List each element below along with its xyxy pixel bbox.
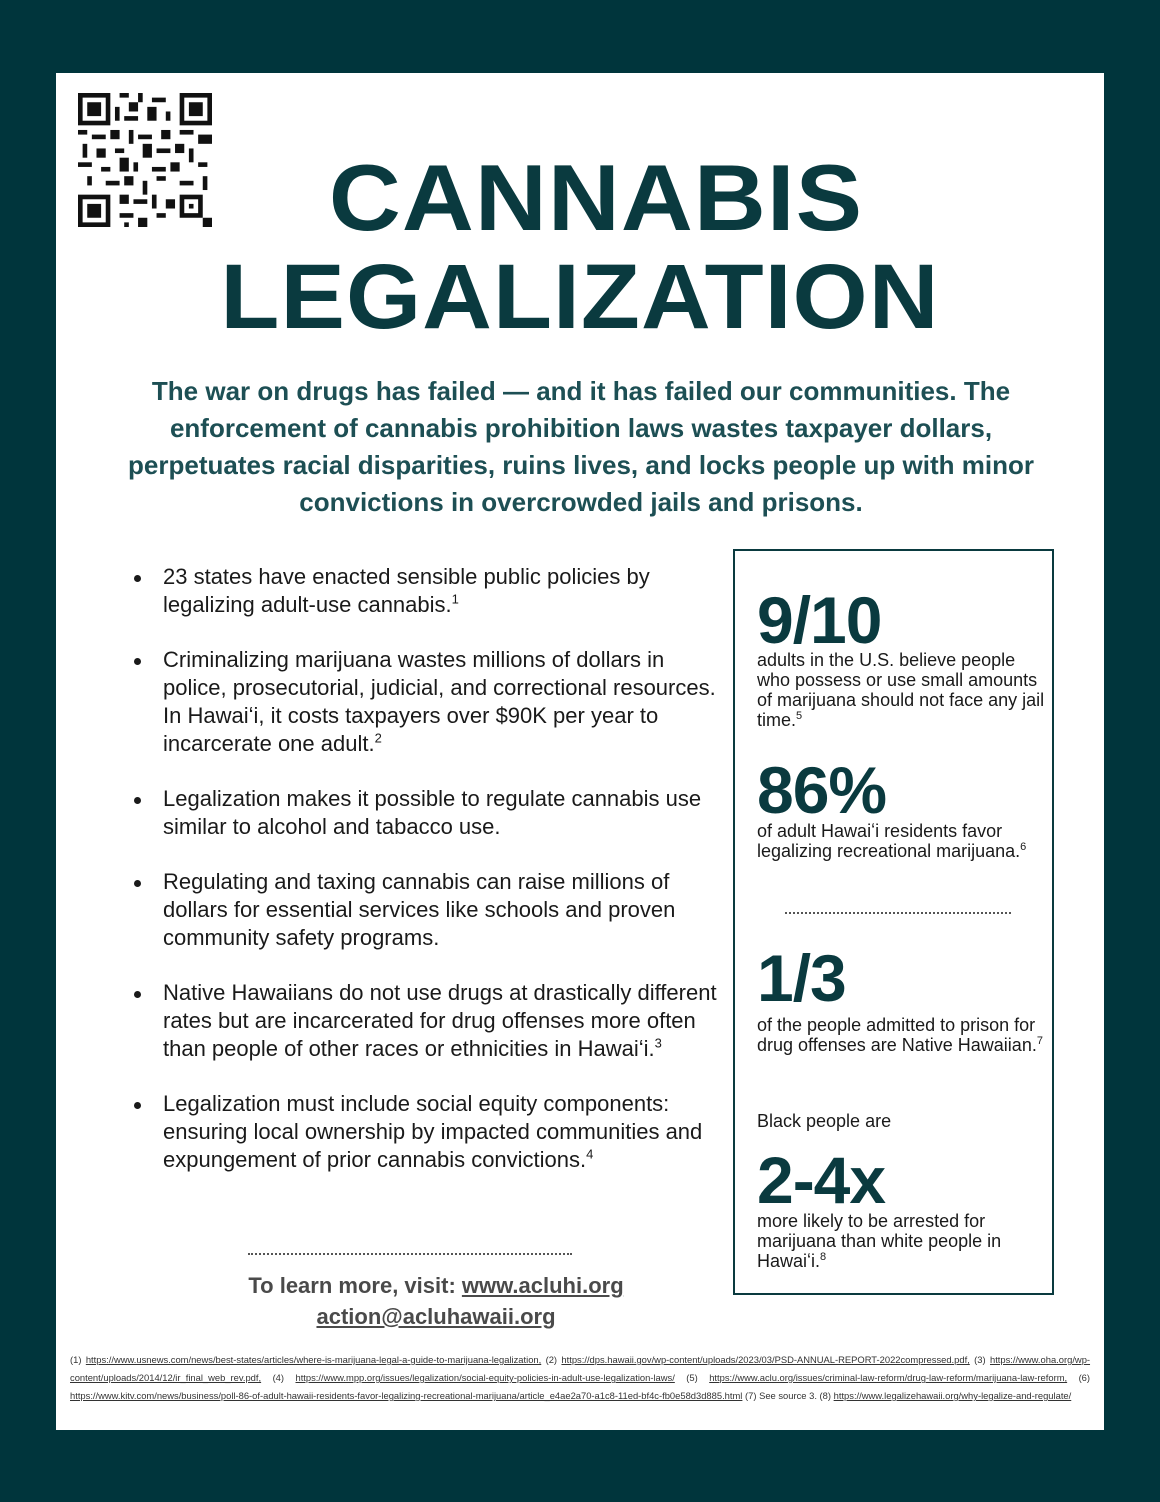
footnote-link[interactable]: https://www.legalizehawaii.org/why-legalize-and-regulate/ <box>833 1390 1072 1401</box>
stat-description: more likely to be arrested for marijuana than white people in Hawaiʻi.$^8$ <box>757 1211 1002 1271</box>
list-item: Legalization must include social equity components: ensuring local ownership by impacted communities and expungement of prior cannabis convictions.$^4$ <box>128 1090 728 1174</box>
divider <box>785 912 1011 914</box>
list-item: Native Hawaiians do not use drugs at drastically different rates but are incarcerated for drug offenses more often than people of other races or ethnicities in Hawaiʻi.$^3$ <box>128 979 728 1063</box>
intro-statement: The war on drugs has failed — and it has failed our communities. The enforcement of cannabis prohibition laws wastes taxpayer dollars, perpetuates racial disparities, ruins lives, and locks people up with minor convictions in overcrowded jails and prisons. <box>128 376 1034 517</box>
bullet-list <box>128 563 728 1201</box>
flyer-page <box>56 73 1104 1430</box>
stat-lead-in: Black people are <box>757 1111 892 1131</box>
footnote-link[interactable]: https://dps.hawaii.gov/wp-content/uploads/2023/03/PSD-ANNUAL-REPORT-2022compressed.pdf, <box>561 1354 970 1365</box>
stats-box <box>733 549 1054 1295</box>
footnote-link[interactable]: https://www.aclu.org/issues/criminal-law-reform/drug-law-reform/marijuana-law-reform, <box>709 1372 1068 1383</box>
stat-figure: 9/10 <box>757 583 882 657</box>
footnote-link[interactable]: https://www.kitv.com/news/business/poll-86-of-adult-hawaii-residents-favor-legalizing-recreational-marijuana/article_e4ae2a70-a1c8-11ed-bf4c-fb0e58d3d885.html <box>70 1390 743 1401</box>
learn-more <box>206 1270 666 1332</box>
footnote-link[interactable]: https://www.usnews.com/news/best-states/articles/where-is-marijuana-legal-a-guide-to-marijuana-legalization, <box>85 1354 542 1365</box>
list-item: Regulating and taxing cannabis can raise millions of dollars for essential services like schools and proven community safety programs. <box>128 868 728 952</box>
bullet-dot-icon <box>134 1102 141 1109</box>
list-item: Legalization makes it possible to regulate cannabis use similar to alcohol and tabacco use. <box>128 785 728 841</box>
stat-description: of adult Hawaiʻi residents favor legalizing recreational marijuana.$^6$ <box>757 821 1027 861</box>
list-item: 23 states have enacted sensible public policies by legalizing adult-use cannabis.$^1$ <box>128 563 728 619</box>
title-line-2: LEGALIZATION <box>220 246 940 348</box>
stat-figure: 86% <box>757 753 887 827</box>
stat-description: adults in the U.S. believe people who possess or use small amounts of marijuana should not face any jail time.$^5$ <box>757 650 1045 730</box>
footnote-link[interactable]: https://www.oha.org/wp-content/uploads/2014/12/ir_final_web_rev.pdf, <box>70 1354 1091 1383</box>
bullet-dot-icon <box>134 575 141 582</box>
email-link[interactable]: action@acluhawaii.org <box>316 1304 556 1329</box>
stat-description: of the people admitted to prison for drug offenses are Native Hawaiian.$^7$ <box>757 1015 1043 1055</box>
list-item: Criminalizing marijuana wastes millions of dollars in police, prosecutorial, judicial, and correctional resources. In Hawaiʻi, it costs taxpayers over $90K per year to incarcerate one adult.$^2$ <box>128 646 728 758</box>
website-link[interactable]: www.acluhi.org <box>461 1273 624 1298</box>
divider <box>248 1253 572 1255</box>
stat-figure: 2-4x <box>757 1143 886 1217</box>
bullet-dot-icon <box>134 797 141 804</box>
bullet-dot-icon <box>134 658 141 665</box>
title-line-1: CANNABIS <box>328 145 864 250</box>
stat-figure: 1/3 <box>757 941 846 1015</box>
footnotes: (1) https://www.usnews.com/news/best-states/articles/where-is-marijuana-legal-a-guide-to-marijuana-legalization, (2) https://dps.hawaii.gov/wp-content/uploads/2023/03/PSD-ANNUAL-REPORT-2022compressed.pdf, (3) https://www.oha.org/wp-content/uploads/2014/12/ir_final_web_rev.pdf, (4) https://www.mpp.org/issues/legalization/social-equity-policies-in-adult-use-legalization-laws/ (5) https://www.aclu.org/issues/criminal-law-reform/drug-law-reform/marijuana-law-reform, (6) https://www.kitv.com/news/business/poll-86-of-adult-hawaii-residents-favor-legalizing-recreational-marijuana/article_e4ae2a70-a1c8-11ed-bf4c-fb0e58d3d885.html (7) See source 3. (8) https://www.legalizehawaii.org/why-legalize-and-regulate/ <box>70 1354 1091 1401</box>
learn-more-label: To learn more, visit: <box>248 1273 462 1298</box>
bullet-dot-icon <box>134 880 141 887</box>
bullet-dot-icon <box>134 991 141 998</box>
footnote-link[interactable]: https://www.mpp.org/issues/legalization/social-equity-policies-in-adult-use-legalization-laws/ <box>295 1372 675 1383</box>
